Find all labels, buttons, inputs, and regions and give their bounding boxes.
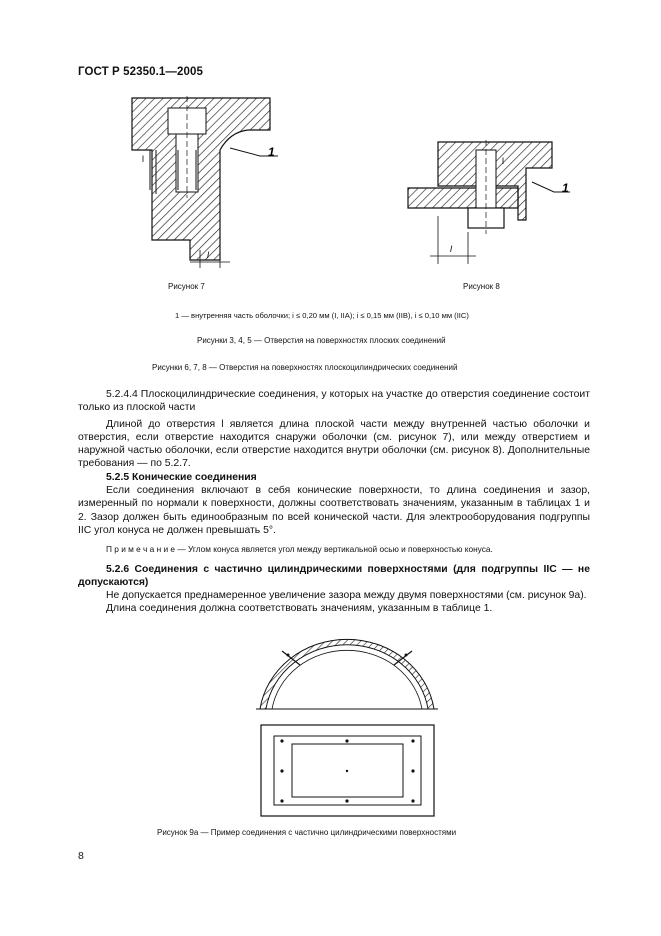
figure-9a-caption: Рисунок 9а — Пример соединения с частично цилиндрическими поверхностями (157, 828, 457, 837)
heading-5-2-5: 5.2.5 Конические соединения (106, 471, 257, 483)
figure-7-caption: Рисунок 7 (168, 282, 205, 291)
svg-text:l: l (142, 154, 144, 164)
figure-8-drawing (402, 136, 582, 266)
figure-9a-plan-drawing (260, 724, 435, 817)
document-header: ГОСТ Р 52350.1—2005 (78, 66, 203, 78)
note-label: П р и м е ч а н и е (106, 544, 176, 555)
note-text: — Углом конуса является угол между вертикальной осью и поверхностью конуса. (175, 544, 493, 555)
svg-text:l: l (502, 156, 504, 166)
figure-8-caption: Рисунок 8 (463, 282, 500, 291)
group-caption-3-5: Рисунки 3, 4, 5 — Отверстия на поверхностях плоских соединений (197, 336, 446, 345)
figure-7-dimension-l: l (207, 250, 209, 260)
heading-5-2-6: 5.2.6 Соединения с частично цилиндрическими поверхностями (для подгруппы IIC — не допускаются) (78, 563, 590, 588)
group-caption-6-8: Рисунки 6, 7, 8 — Отверстия на поверхностях плоскоцилиндрических соединений (152, 363, 458, 372)
page-number: 8 (78, 850, 84, 862)
figure-8-part-label: 1 (562, 181, 569, 195)
body-text-block (78, 388, 590, 616)
paragraph-5-2-6-b: Длина соединения должна соответствовать значениям, указанным в таблице 1. (106, 603, 493, 615)
paragraph-5-2-6-a: Не допускается преднамеренное увеличение зазора между двумя поверхностями (см. рисунок 9а). (106, 590, 587, 602)
note (78, 543, 590, 556)
figure-7-drawing (120, 90, 290, 270)
paragraph-5-2-5-body: Если соединения включают в себя конические поверхности, то длина соединения и зазор, измеренный по нормали к поверхности, должны соответствовать значениям, указанным в таблицах 1 и 2. Зазор должен быть единообразным по всей конической части. Для электрооборудования подгруппы IIC угол конуса не должен превышать 5°. (78, 485, 590, 536)
figure-7-part-label: 1 (268, 145, 275, 159)
figure-8-dimension-l: l (450, 244, 452, 254)
paragraph-5-2-4-4-body: Длиной до отверстия l является длина плоской части между внутренней частью оболочки и отверстия, если отверстие находится снаружи оболочки (см. рисунок 7), или между отверстием и наружной частью оболочки, если отверстие находится внутри оболочки (см. рисунок 8). Дополнительные требования — по 5.2.7. (78, 418, 590, 470)
figure-9a-arc-drawing (252, 615, 442, 715)
paragraph-5-2-4-4: 5.2.4.4 Плоскоцилиндрические соединения, у которых на участке до отверстия соединение состоит только из плоской части (78, 389, 590, 414)
figure-legend: 1 — внутренняя часть оболочки; i ≤ 0,20 мм (I, IIA); i ≤ 0,15 мм (IIB), i ≤ 0,10 мм (IIC) (175, 311, 469, 320)
